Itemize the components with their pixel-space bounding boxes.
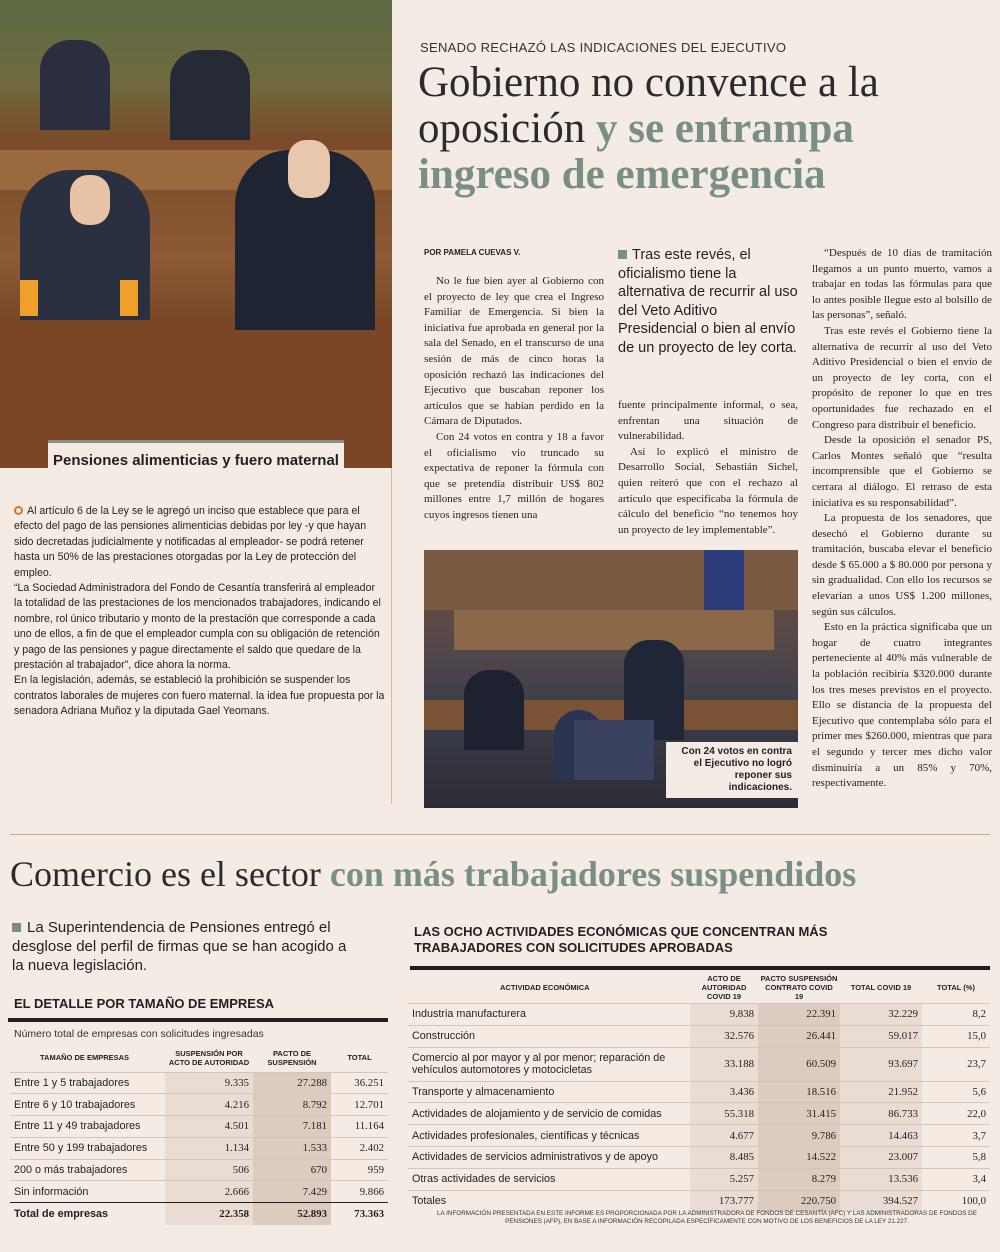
table-row: Sin información 2.666 7.429 9.866 (10, 1181, 388, 1203)
table2-header: ACTO DE AUTORIDAD COVID 19 (701, 974, 747, 1001)
bullet-circle-icon (14, 506, 23, 515)
pull-quote: Tras este revés, el oficialismo tiene la alternativa de recurrir al uso del Veto Aditivo Presidencial o bien al envío de un proyecto de ley corta. (618, 247, 798, 356)
table-total-row: Totales 173.777 220.750 394.527 100,0 (408, 1190, 990, 1212)
table2-rule (410, 966, 990, 970)
article-paragraph: No le fue bien ayer al Gobierno con el proyecto de ley que crea el Ingreso Familiar de Emergencia. Si bien la iniciativa fue aprobada en general por la sala del Senado, en el transcurso de una sesión de más de cinco horas la oposición rechazó las indicaciones del Ejecutivo que buscaban reponer los artículos que se habían perdido en la Cámara de Diputados. (424, 275, 604, 428)
section2-intro: La Superintendencia de Pensiones entregó el desglose del perfil de firmas que se han acogido a la nueva legislación. (12, 919, 347, 974)
section2-headline-part-a: Comercio es el sector (10, 854, 321, 894)
article-paragraph: La propuesta de los senadores, que desechó el Gobierno durante su tramitación, buscaba elevar el beneficio desde $ 65.000 a $ 80.000 por persona y sin gradualidad. Con ello los recursos se elevarían a unos US$ 1.200 millones, según sus cálculos. (812, 512, 992, 618)
article-paragraph: “Después de 10 días de tramitación llegamos a un punto muerto, vamos a trabajar en todas las fórmulas para que lo antes posible llegue esto al bolsillo de las personas”, señaló. (812, 247, 992, 322)
table-total-row: Total de empresas 22.358 52.893 73.363 (10, 1203, 388, 1225)
senate-hall-photo (424, 550, 798, 808)
table-row: Comercio al por mayor y al por menor; reparación de vehículos automotores y motocicletas 33.188 60.509 93.697 23,7 (408, 1047, 990, 1081)
table-row: Otras actividades de servicios 5.257 8.279 13.536 3,4 (408, 1168, 990, 1190)
square-bullet-icon (12, 923, 21, 932)
sidebar-body (14, 504, 386, 720)
table1 (10, 1044, 388, 1225)
table-row: Actividades de servicios administrativos y de apoyo 8.485 14.522 23.007 5,8 (408, 1146, 990, 1168)
senate-photo (0, 0, 392, 468)
table-row: Industria manufacturera 9.838 22.391 32.229 8,2 (408, 1004, 990, 1026)
table-row: Actividades de alojamiento y de servicio de comidas 55.318 31.415 86.733 22,0 (408, 1103, 990, 1125)
article-paragraph: Desde la oposición el senador PS, Carlos Montes señaló que “resulta incomprensible que el Gobierno se cerrara al diálogo. El retraso de esta iniciativa es su responsabilidad”. (812, 434, 992, 509)
table1-subtitle: Número total de empresas con solicitudes ingresadas (14, 1028, 264, 1040)
article-kicker: SENADO RECHAZÓ LAS INDICACIONES DEL EJECUTIVO (420, 40, 787, 55)
sidebar-title-tab (48, 440, 344, 490)
table-row: Entre 50 y 199 trabajadores 1.134 1.533 2.402 (10, 1137, 388, 1159)
photo-caption: Con 24 votos en contra el Ejecutivo no logró reponer sus indicaciones. (666, 742, 798, 798)
table2-title: LAS OCHO ACTIVIDADES ECONÓMICAS QUE CONCENTRAN MÁS TRABAJADORES CON SOLICITUDES APROBADAS (414, 924, 828, 955)
section-divider (10, 834, 990, 835)
article-paragraph: Esto en la práctica significaba que un hogar de cuatro integrantes perteneciente al 40% más vulnerable de la población recibiría $320.000 durante los tres meses previstos en el proyecto. Ello se distancia de la propuesta del Ejecutivo que contemplaba sólo para el primer mes $260.000, mientras que para el segundo y tercer mes dicho valor disminuiría a un 85% y 70%, respectivamente. (812, 621, 992, 790)
table-row: Transporte y almacenamiento 3.436 18.516 21.952 5,6 (408, 1081, 990, 1103)
table-row: Entre 1 y 5 trabajadores 9.335 27.288 36.251 (10, 1072, 388, 1094)
article-paragraph: Tras este revés el Gobierno tiene la alternativa de recurrir al uso del Veto Aditivo Presidencial o bien el envío de un proyecto de ley corta, con el propósito de reponer lo que en tres oportunidades fue rechazado en el Congreso para distribuir el beneficio. (812, 324, 992, 431)
headline-part-a: Gobierno no convence a la oposición (418, 59, 879, 152)
article-paragraph: Así lo explicó el ministro de Desarrollo Social, Sebastián Sichel, quien reiteró que con el rechazo al artículo que especificaba la fórmula de cálculo del beneficio “no tenemos hoy un proyecto de ley implementable”. (618, 445, 798, 536)
table2-footnote: LA INFORMACIÓN PRESENTADA EN ESTE INFORME ES PROPORCIONADA POR LA ADMINISTRADORA DE FONDOS DE CESANTÍA (AFC) Y LAS ADMINISTRADORAS DE FONDOS DE PENSIONES (AFP), EN BASE A INFORMACIÓN RECOPILADA ESPECÍFICAMENTE CON MOTIVO DE LOS BENEFICIOS DE LA LEY 21.227. (437, 1210, 977, 1225)
table1-header: TAMAÑO DE EMPRESAS (40, 1053, 130, 1063)
byline: POR PAMELA CUEVAS V. (424, 248, 521, 257)
article-column-3 (812, 246, 992, 792)
table1-header: PACTO DE SUSPENSIÓN (267, 1048, 317, 1067)
table2-header: TOTAL (%) (937, 983, 975, 992)
table-row: Entre 11 y 49 trabajadores 4.501 7.181 11.164 (10, 1116, 388, 1138)
article-paragraph: fuente principalmente informal, o sea, enfrentan una situación de vulnerabilidad. (618, 399, 798, 443)
section2-headline-part-b: con más trabajadores suspendidos (329, 854, 857, 894)
table1-rule (8, 1018, 388, 1022)
sidebar-paragraph: “La Sociedad Administradora del Fondo de Cesantía transferirá al empleador la totalidad de las prestaciones de los mencionados trabajadores, indicando el nombre, rol único tributario y monto de la prestación que corresponde a cada uno de ellos, a fin de que el empleador cumpla con su obligación de retención y pago de las pensiones y pague directamente el saldo que quedare de la prestación al trabajador”, dice ahora la norma. (14, 582, 381, 672)
table2-header: PACTO SUSPENSIÓN CONTRATO COVID 19 (760, 974, 838, 1001)
article-column-2 (618, 398, 798, 538)
table2-header: TOTAL COVID 19 (850, 983, 912, 992)
article-headline (418, 60, 993, 198)
table2 (408, 972, 990, 1212)
table-row: 200 o más trabajadores 506 670 959 (10, 1159, 388, 1181)
article-paragraph: Con 24 votos en contra y 18 a favor el oficialismo vio truncado su expectativa de reponer la fórmula con que se pretendía distribuir US$ 802 millones entre 1,7 millón de hogares cuyos ingresos tienen una (424, 430, 604, 521)
sidebar-paragraph: Al artículo 6 de la Ley se le agregó un inciso que establece que para el efecto del pago de las pensiones alimenticias debidas por ley -y que hayan sido decretadas judicialmente y notificadas al empleador- se podrá retener hasta un 50% de las prestaciones otorgadas por la Ley de protección del empleo. (14, 505, 367, 579)
sidebar-paragraph: En la legislación, además, se estableció la prohibición se suspender los contratos laborales de mujeres con fuero maternal. la idea fue propuesta por la senadora Adriana Muñoz y la diputada Gael Yeomans. (14, 674, 385, 718)
table-row: Actividades profesionales, científicas y técnicas 4.677 9.786 14.463 3,7 (408, 1125, 990, 1147)
table1-header: TOTAL (347, 1053, 372, 1063)
article-column-1 (424, 274, 604, 524)
headline-part-b: y se entrampa ingreso de emergencia (418, 105, 854, 198)
table1-header: SUSPENSIÓN POR ACTO DE AUTORIDAD (168, 1048, 250, 1067)
table-row: Construcción 32.576 26.441 59.017 15,0 (408, 1025, 990, 1047)
table-row: Entre 6 y 10 trabajadores 4.216 8.792 12.701 (10, 1094, 388, 1116)
table1-title: EL DETALLE POR TAMAÑO DE EMPRESA (14, 996, 275, 1011)
sidebar-title: Pensiones alimenticias y fuero maternal (53, 452, 339, 469)
sidebar-box (0, 452, 392, 804)
section2-headline (10, 852, 856, 896)
table2-header: ACTIVIDAD ECONÓMICA (500, 983, 590, 992)
square-bullet-icon (618, 250, 627, 259)
